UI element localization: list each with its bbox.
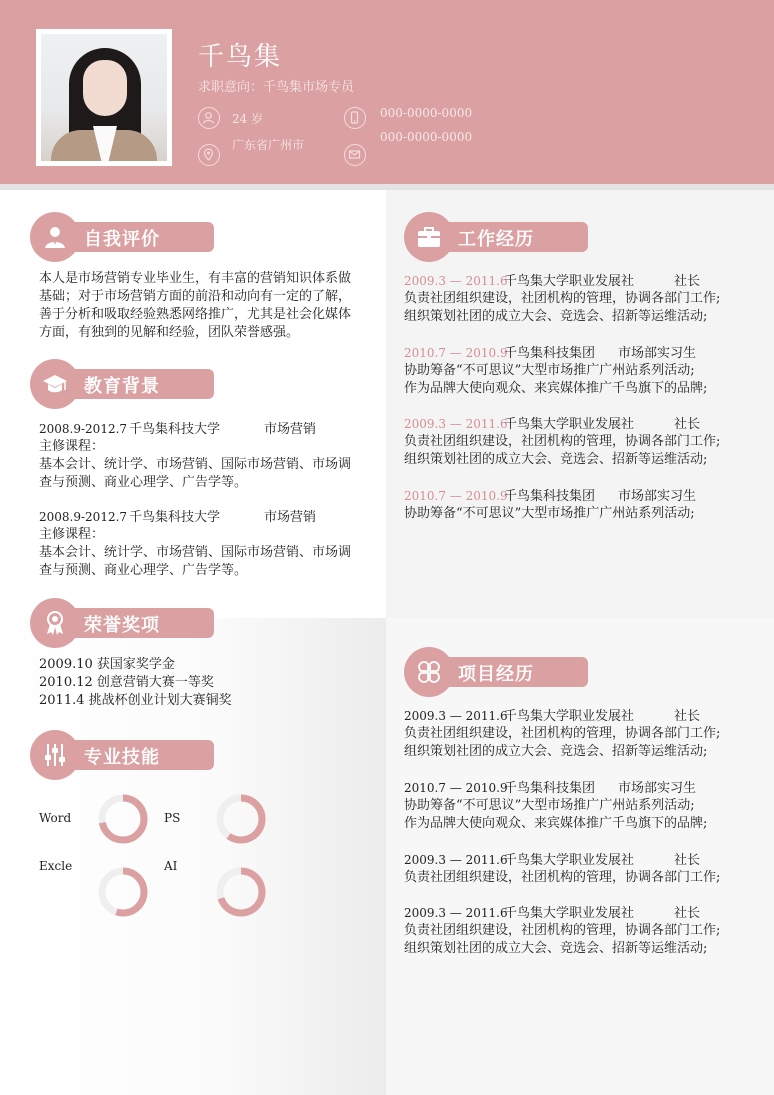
candidate-name: 千鸟集 <box>198 42 283 72</box>
education-courses-1: 主修课程： 基本会计、统计学、市场营销、国际市场营销、市场调 查与预测、商业心理学、广告学等。 <box>39 439 352 490</box>
work-entry-2: 2010.7 — 2010.9千鸟集科技集团 市场部实习生 <box>404 346 697 361</box>
skill-label-ai: AI <box>164 859 178 873</box>
work-desc-1: 负责社团组织建设，社团机构的管理，协调各部门工作; 组织策划社团的成立大会、竞选会、招新等运维活动; <box>404 291 721 324</box>
user-icon <box>30 212 80 262</box>
sliders-icon <box>30 730 80 780</box>
section-education <box>30 359 214 409</box>
section-self-evaluation <box>30 212 214 262</box>
section-title: 自我评价 <box>84 229 160 250</box>
phone-icon <box>344 107 366 129</box>
section-project-experience <box>404 647 588 697</box>
email-text: 000-0000-0000 <box>380 130 473 144</box>
project-desc-4: 负责社团组织建设，社团机构的管理，协调各部门工作; 组织策划社团的成立大会、竞选会、招新等运维活动; <box>404 923 721 956</box>
project-entry-3: 2009.3 — 2011.6千鸟集大学职业发展社 社长 <box>404 853 701 868</box>
skill-label-ps: PS <box>164 811 181 825</box>
project-entry-2: 2010.7 — 2010.9千鸟集科技集团 市场部实习生 <box>404 781 697 796</box>
email-icon <box>344 144 366 166</box>
education-entry-2: 2008.9-2012.7 千鸟集科技大学 市场营销 <box>39 510 317 525</box>
age-text: 24 岁 <box>232 112 264 126</box>
briefcase-icon <box>404 212 454 262</box>
work-entry-4: 2010.7 — 2010.9千鸟集科技集团 市场部实习生 <box>404 489 697 504</box>
honor-item: 2011.4 挑战杯创业计划大赛铜奖 <box>39 693 232 708</box>
section-honors <box>30 598 214 648</box>
clover-icon <box>404 647 454 697</box>
award-medal-icon <box>30 598 80 648</box>
skill-ring-excel <box>97 866 149 918</box>
work-desc-3: 负责社团组织建设，社团机构的管理，协调各部门工作; 组织策划社团的成立大会、竞选会、招新等运维活动; <box>404 434 721 467</box>
section-work-experience <box>404 212 588 262</box>
project-desc-2: 协助筹备“不可思议”大型市场推广广州站系列活动; 作为品牌大使向观众、来宾媒体推广千鸟旗下的品牌; <box>404 798 708 831</box>
honors-list <box>39 656 232 710</box>
section-title: 教育背景 <box>84 376 160 397</box>
skill-label-excel: Excle <box>39 859 73 873</box>
work-entry-1: 2009.3 — 2011.6千鸟集大学职业发展社 社长 <box>404 274 701 289</box>
graduation-cap-icon <box>30 359 80 409</box>
work-desc-4: 协助筹备“不可思议”大型市场推广广州站系列活动; <box>404 506 695 521</box>
location-pin-icon <box>198 144 220 166</box>
project-entry-1: 2009.3 — 2011.6千鸟集大学职业发展社 社长 <box>404 709 701 724</box>
skill-ring-ps <box>215 793 267 845</box>
phone-text: 000-0000-0000 <box>380 106 473 120</box>
skill-ring-word <box>97 793 149 845</box>
project-entry-4: 2009.3 — 2011.6千鸟集大学职业发展社 社长 <box>404 906 701 921</box>
section-title: 荣誉奖项 <box>84 615 160 636</box>
person-icon <box>198 107 220 129</box>
education-courses-2: 主修课程： 基本会计、统计学、市场营销、国际市场营销、市场调 查与预测、商业心理学、广告学等。 <box>39 527 352 578</box>
project-desc-3: 负责社团组织建设，社团机构的管理，协调各部门工作; <box>404 870 721 885</box>
skill-label-word: Word <box>39 811 72 825</box>
honor-item: 2010.12 创意营销大赛一等奖 <box>39 675 214 690</box>
job-intent: 求职意向：千鸟集市场专员 <box>198 80 355 95</box>
location-text: 广东省广州市 <box>232 138 305 152</box>
section-skills <box>30 730 214 780</box>
self-evaluation-text: 本人是市场营销专业毕业生，有丰富的营销知识体系做 基础；对于市场营销方面的前沿和动向有一定的了解， 善于分析和吸取经验熟悉网络推广，尤其是社会化媒体 方面，有独到的见解和经验，团队荣誉感强。 <box>39 271 352 340</box>
work-entry-3: 2009.3 — 2011.6千鸟集大学职业发展社 社长 <box>404 417 701 432</box>
honor-item: 2009.10 获国家奖学金 <box>39 657 175 672</box>
work-desc-2: 协助筹备“不可思议”大型市场推广广州站系列活动; 作为品牌大使向观众、来宾媒体推广千鸟旗下的品牌; <box>404 363 708 396</box>
education-entry-1: 2008.9-2012.7 千鸟集科技大学 市场营销 <box>39 422 317 437</box>
section-title: 项目经历 <box>458 664 534 685</box>
section-title: 专业技能 <box>84 747 160 768</box>
section-title: 工作经历 <box>458 229 534 250</box>
project-desc-1: 负责社团组织建设，社团机构的管理，协调各部门工作; 组织策划社团的成立大会、竞选会、招新等运维活动; <box>404 726 721 759</box>
profile-photo <box>36 29 172 166</box>
skill-ring-ai <box>215 866 267 918</box>
